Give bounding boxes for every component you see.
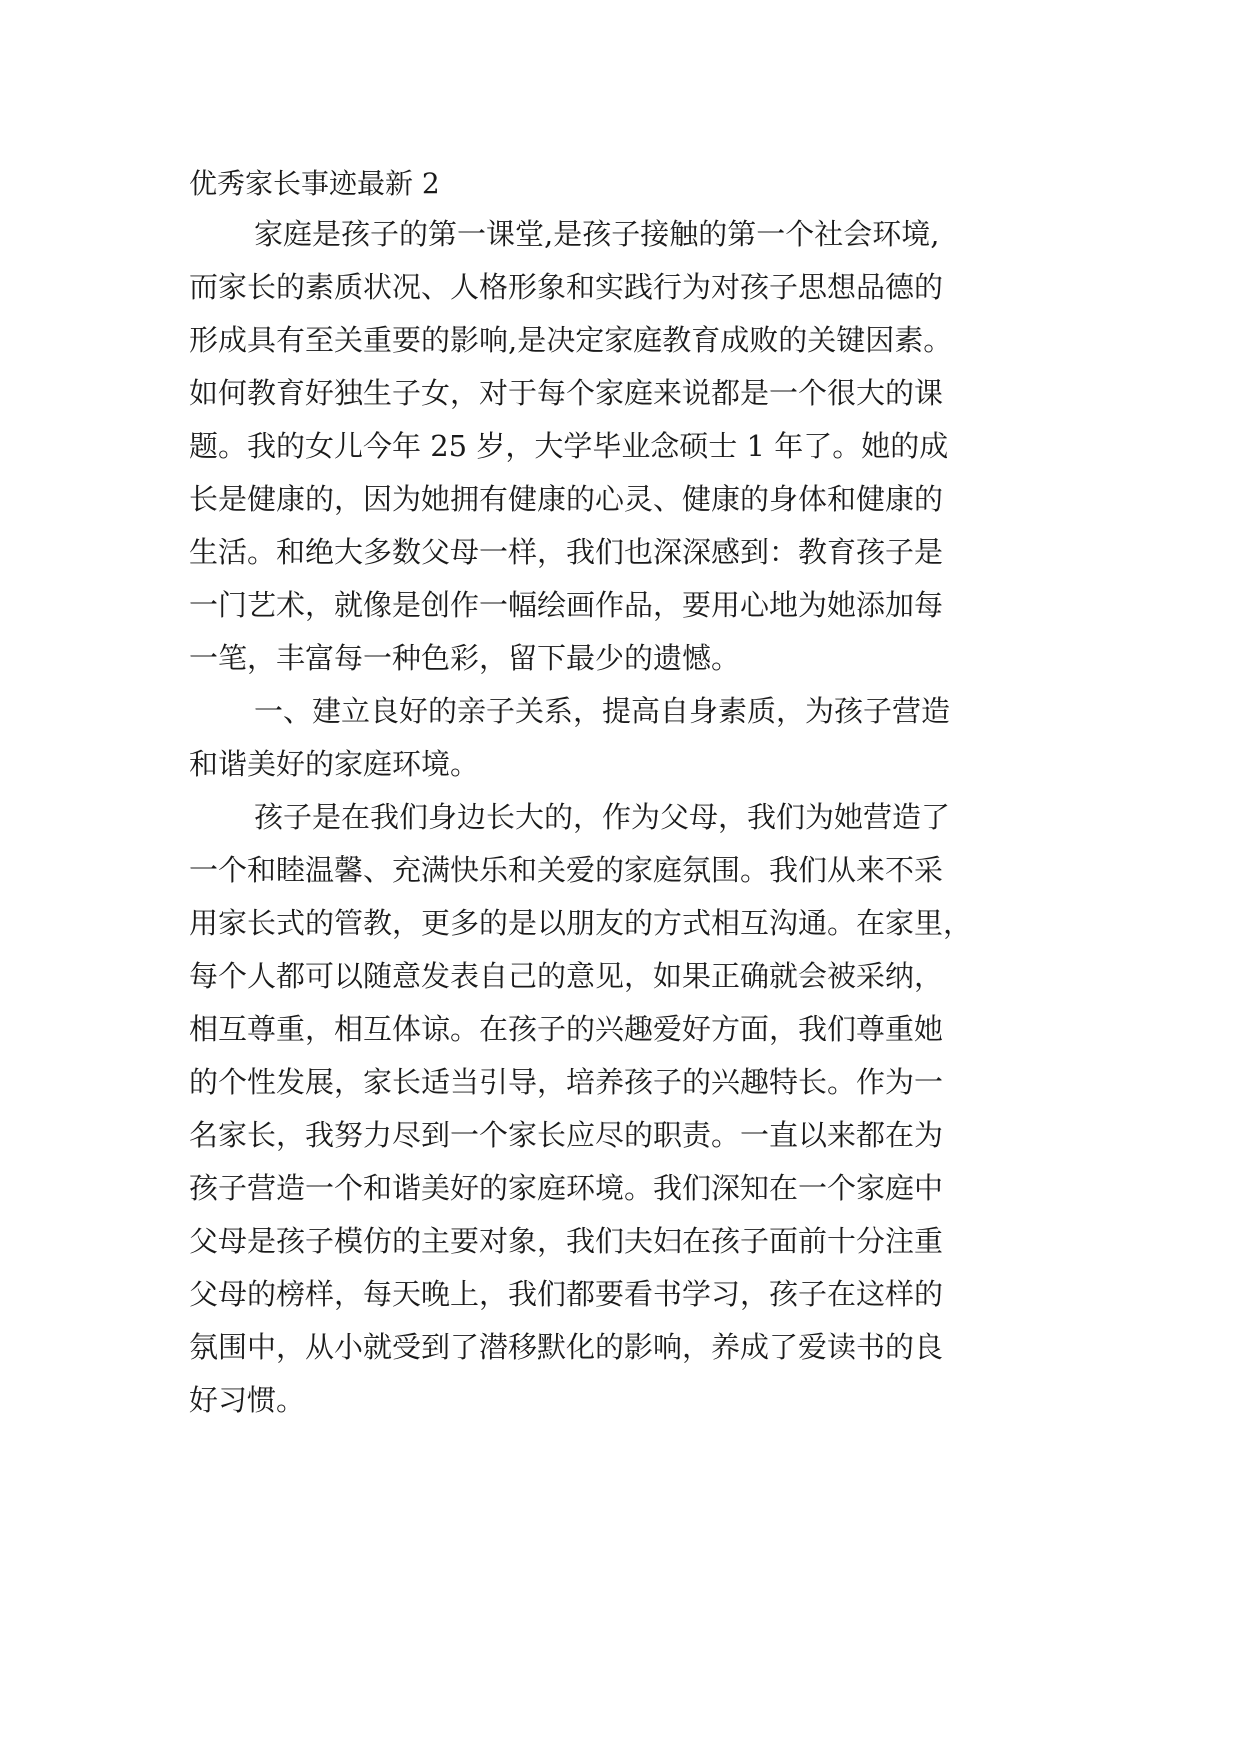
paragraph-line: 孩子是在我们身边长大的，作为父母，我们为她营造了 <box>254 800 951 834</box>
paragraph-line: 题。我的女儿今年 25 岁，大学毕业念硕士 1 年了。她的成 <box>189 429 949 463</box>
paragraph-line: 相互尊重，相互体谅。在孩子的兴趣爱好方面，我们尊重她 <box>189 1012 944 1046</box>
paragraph-line: 父母的榜样，每天晚上，我们都要看书学习，孩子在这样的 <box>189 1277 944 1311</box>
paragraph-line: 如何教育好独生子女，对于每个家庭来说都是一个很大的课 <box>189 376 944 410</box>
paragraph-line: 好习惯。 <box>189 1383 306 1417</box>
paragraph-line: 一个和睦温馨、充满快乐和关爱的家庭氛围。我们从来不采 <box>189 853 944 887</box>
paragraph-line: 用家长式的管教，更多的是以朋友的方式相互沟通。在家里， <box>189 906 973 940</box>
section-heading-line: 和谐美好的家庭环境。 <box>189 747 480 781</box>
paragraph-line: 氛围中，从小就受到了潜移默化的影响，养成了爱读书的良 <box>189 1330 944 1364</box>
paragraph-line: 生活。和绝大多数父母一样，我们也深深感到：教育孩子是 <box>189 535 944 569</box>
paragraph-line: 而家长的素质状况、人格形象和实践行为对孩子思想品德的 <box>189 270 944 304</box>
paragraph-line: 名家长，我努力尽到一个家长应尽的职责。一直以来都在为 <box>189 1118 944 1152</box>
paragraph-line: 孩子营造一个和谐美好的家庭环境。我们深知在一个家庭中 <box>189 1171 944 1205</box>
paragraph-line: 形成具有至关重要的影响,是决定家庭教育成败的关键因素。 <box>189 323 953 357</box>
paragraph-line: 一笔，丰富每一种色彩，留下最少的遗憾。 <box>189 641 741 675</box>
paragraph-line: 的个性发展，家长适当引导，培养孩子的兴趣特长。作为一 <box>189 1065 944 1099</box>
paragraph-line: 长是健康的，因为她拥有健康的心灵、健康的身体和健康的 <box>189 482 944 516</box>
paragraph-line: 家庭是孩子的第一课堂,是孩子接触的第一个社会环境, <box>254 217 940 251</box>
section-heading-line: 一、建立良好的亲子关系，提高自身素质，为孩子营造 <box>254 694 951 728</box>
document-title: 优秀家长事迹最新 2 <box>189 167 440 200</box>
paragraph-line: 一门艺术，就像是创作一幅绘画作品，要用心地为她添加每 <box>189 588 944 622</box>
paragraph-line: 每个人都可以随意发表自己的意见，如果正确就会被采纳， <box>189 959 944 993</box>
paragraph-line: 父母是孩子模仿的主要对象，我们夫妇在孩子面前十分注重 <box>189 1224 944 1258</box>
